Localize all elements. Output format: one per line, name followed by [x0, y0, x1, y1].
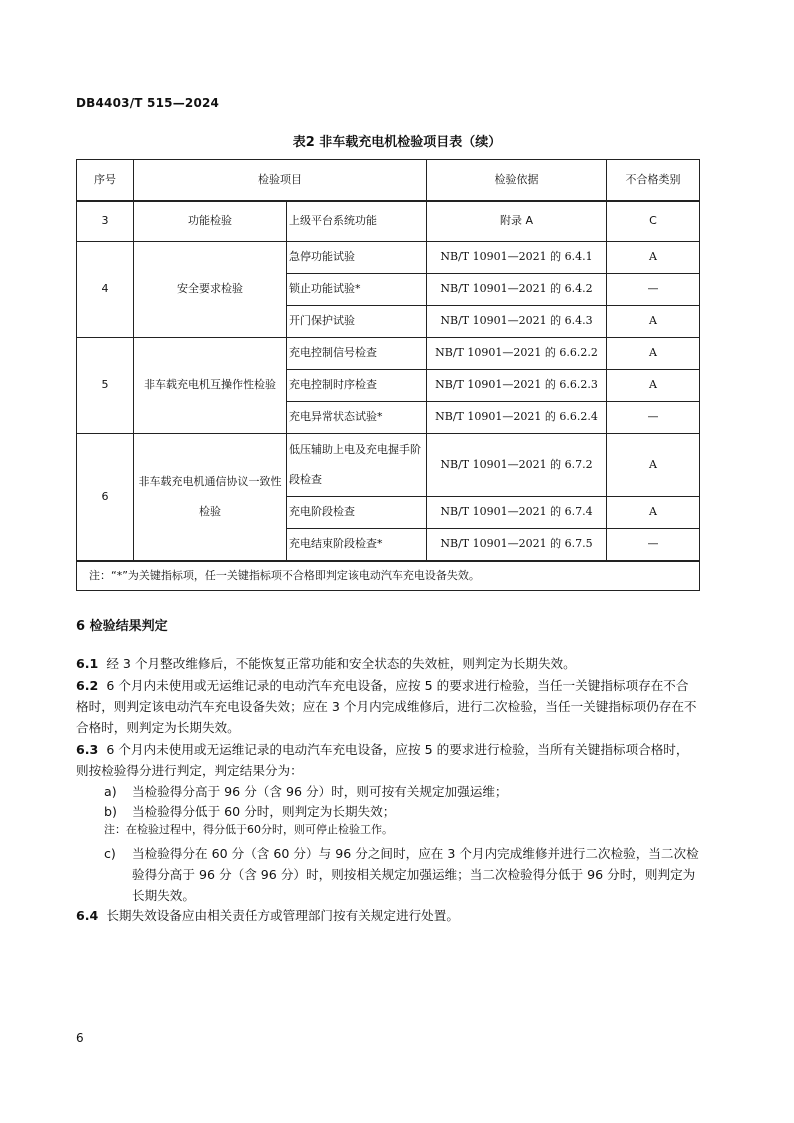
table-title: 表2 非车载充电机检验项目表（续） — [292, 135, 502, 150]
category-cell: A — [607, 241, 700, 273]
header-category: 不合格类别 — [607, 160, 700, 202]
seq-cell: 6 — [77, 433, 134, 561]
section-heading: 6 检验结果判定 — [76, 619, 168, 634]
basis-cell: NB/T 10901—2021 的 6.6.2.4 — [427, 401, 607, 433]
table-note: 注：“*”为关键指标项，任一关键指标项不合格即判定该电动汽车充电设备失效。 — [77, 561, 700, 591]
list-label: a) — [104, 784, 117, 799]
table-header-row — [77, 160, 700, 202]
header-seq: 序号 — [77, 160, 134, 202]
header-item: 检验项目 — [134, 160, 427, 202]
paragraph-6-3 — [76, 739, 699, 781]
sub-item-cell: 低压辅助上电及充电握手阶段检查 — [287, 433, 427, 496]
clause-text: 长期失效设备应由相关责任方或管理部门按有关规定进行处置。 — [106, 908, 459, 923]
list-item-b — [104, 801, 699, 822]
page-number: 6 — [76, 1031, 84, 1045]
list-label: b) — [104, 804, 117, 819]
category-cell: C — [607, 201, 700, 241]
category-cell: A — [607, 433, 700, 496]
table-note-row — [77, 561, 700, 591]
document-code: DB4403/T 515—2024 — [76, 96, 220, 110]
seq-cell: 4 — [77, 241, 134, 337]
clause-text: 经 3 个月整改维修后，不能恢复正常功能和安全状态的失效桩，则判定为长期失效。 — [106, 656, 576, 671]
table-row — [77, 337, 700, 369]
item-name-cell: 非车载充电机互操作性检验 — [134, 337, 287, 433]
sub-item-cell: 充电异常状态试验* — [287, 401, 427, 433]
sub-item-cell: 锁止功能试验* — [287, 273, 427, 305]
seq-cell: 5 — [77, 337, 134, 433]
basis-cell: NB/T 10901—2021 的 6.4.2 — [427, 273, 607, 305]
basis-cell: NB/T 10901—2021 的 6.7.5 — [427, 528, 607, 561]
basis-cell: NB/T 10901—2021 的 6.7.4 — [427, 496, 607, 528]
list-label: c) — [104, 846, 116, 861]
list-item-a — [104, 781, 699, 802]
sub-item-cell: 开门保护试验 — [287, 305, 427, 337]
sub-item-cell: 充电控制时序检查 — [287, 369, 427, 401]
header-basis: 检验依据 — [427, 160, 607, 202]
category-cell: — — [607, 273, 700, 305]
table-row — [77, 433, 700, 496]
sub-item-cell: 充电结束阶段检查* — [287, 528, 427, 561]
item-name-cell: 非车载充电机通信协议一致性检验 — [134, 433, 287, 561]
sub-item-cell: 上级平台系统功能 — [287, 201, 427, 241]
clause-number: 6.1 — [76, 656, 99, 671]
paragraph-6-4 — [76, 905, 699, 926]
category-cell: A — [607, 337, 700, 369]
list-text: 当检验得分在 60 分（含 60 分）与 96 分之间时，应在 3 个月内完成维修并进行二次检验，当二次检验得分高于 96 分（含 96 分）时，则按相关规定加强运维；当二次检验得分低于 96 分时，则判定为长期失效。 — [132, 846, 699, 903]
seq-cell: 3 — [77, 201, 134, 241]
category-cell: A — [607, 369, 700, 401]
sub-item-cell: 充电控制信号检查 — [287, 337, 427, 369]
table-row — [77, 201, 700, 241]
category-cell: — — [607, 528, 700, 561]
basis-cell: NB/T 10901—2021 的 6.6.2.2 — [427, 337, 607, 369]
basis-cell: 附录 A — [427, 201, 607, 241]
table-row — [77, 241, 700, 273]
sub-item-cell: 充电阶段检查 — [287, 496, 427, 528]
clause-number: 6.4 — [76, 908, 99, 923]
clause-text: 6 个月内未使用或无运维记录的电动汽车充电设备，应按 5 的要求进行检验，当任一关键指标项存在不合格时，则判定该电动汽车充电设备失效；应在 3 个月内完成维修后，进行二次检验，当任一关键指标项仍存在不合格时，则判定为长期失效。 — [76, 678, 697, 735]
basis-cell: NB/T 10901—2021 的 6.4.3 — [427, 305, 607, 337]
paragraph-6-1 — [76, 653, 699, 674]
clause-number: 6.3 — [76, 742, 99, 757]
item-name-cell: 功能检验 — [134, 201, 287, 241]
category-cell: A — [607, 305, 700, 337]
clause-number: 6.2 — [76, 678, 99, 693]
basis-cell: NB/T 10901—2021 的 6.7.2 — [427, 433, 607, 496]
category-cell: — — [607, 401, 700, 433]
list-text: 当检验得分低于 60 分时，则判定为长期失效； — [132, 804, 396, 819]
category-cell: A — [607, 496, 700, 528]
basis-cell: NB/T 10901—2021 的 6.6.2.3 — [427, 369, 607, 401]
list-text: 当检验得分高于 96 分（含 96 分）时，则可按有关规定加强运维； — [132, 784, 508, 799]
paragraph-6-2 — [76, 675, 699, 738]
item-name-cell: 安全要求检验 — [134, 241, 287, 337]
basis-cell: NB/T 10901—2021 的 6.4.1 — [427, 241, 607, 273]
scoring-note: 注：在检验过程中，得分低于60分时，则可停止检验工作。 — [104, 823, 393, 836]
clause-text: 6 个月内未使用或无运维记录的电动汽车充电设备，应按 5 的要求进行检验，当所有关键指标项合格时，则按检验得分进行判定，判定结果分为： — [76, 742, 689, 778]
list-item-c — [104, 843, 699, 906]
inspection-items-table — [76, 159, 700, 591]
sub-item-cell: 急停功能试验 — [287, 241, 427, 273]
